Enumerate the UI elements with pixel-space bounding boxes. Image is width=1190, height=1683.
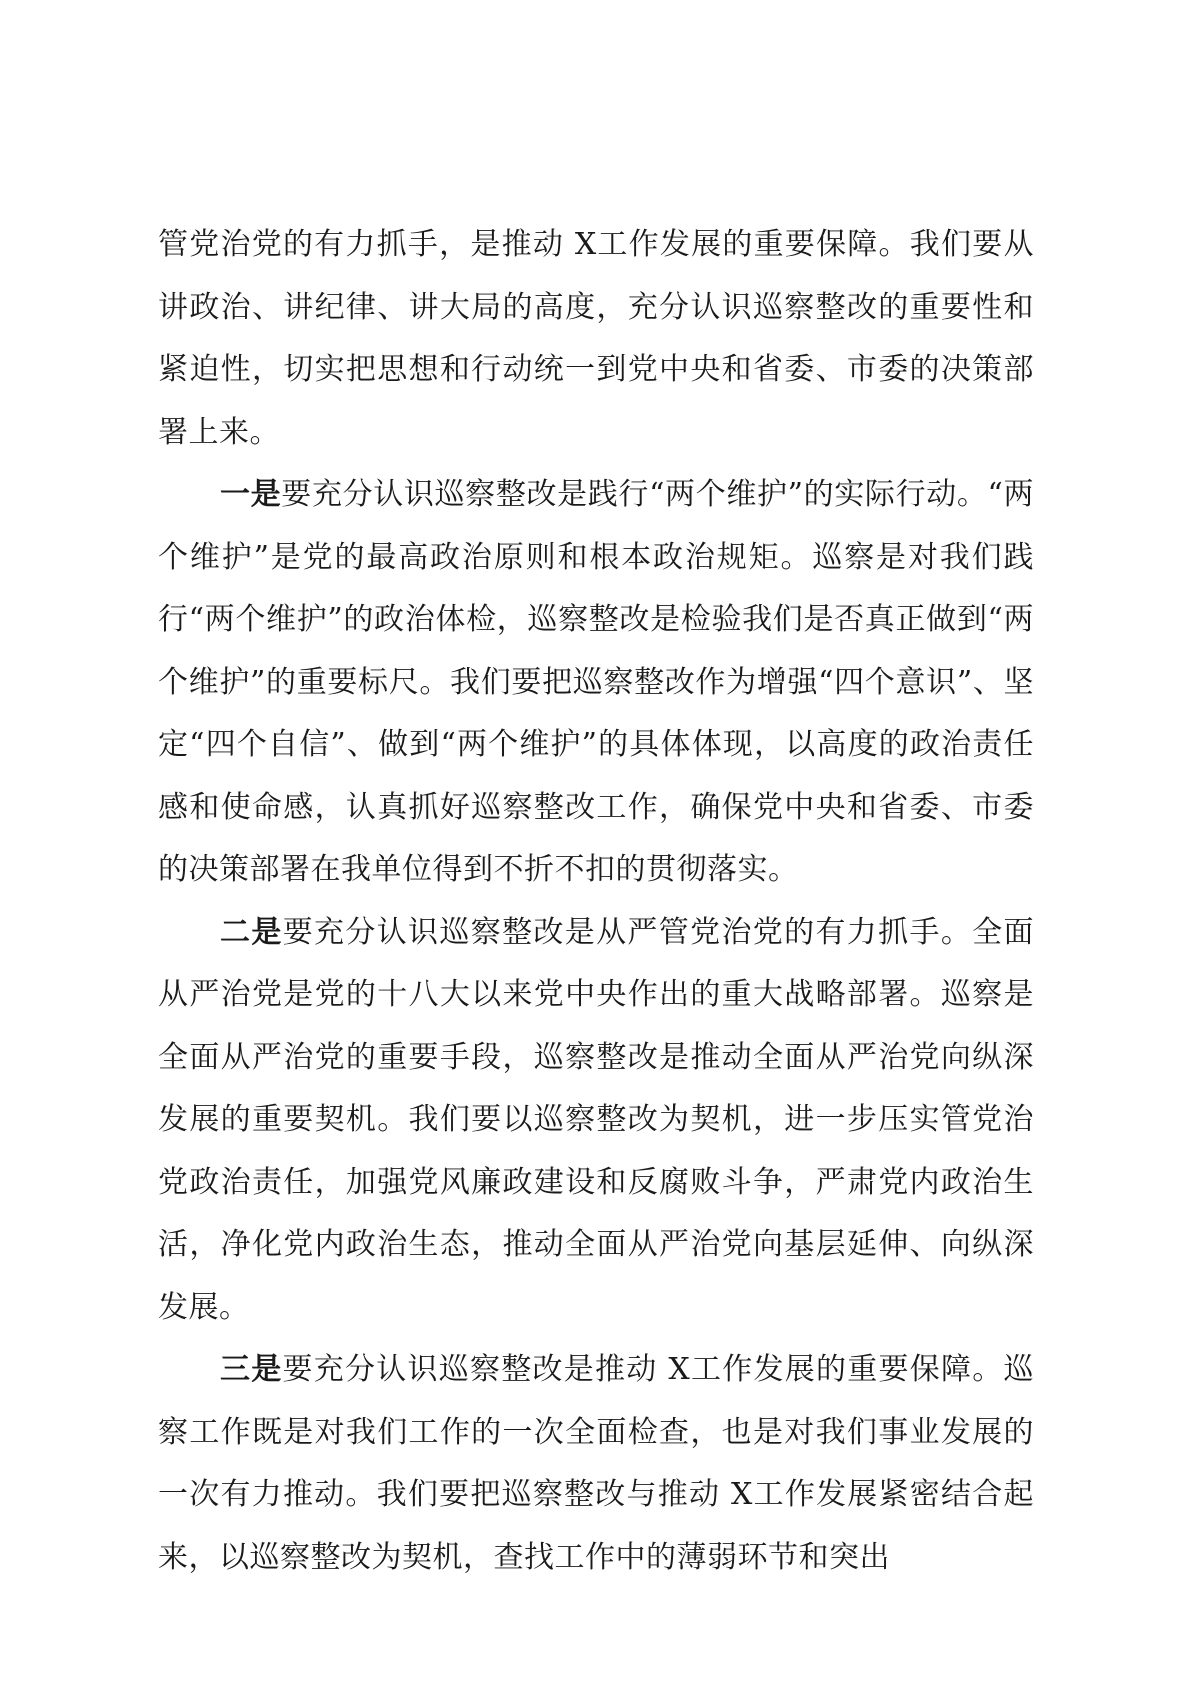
paragraph-text: 要充分认识巡察整改是践行“两个维护”的实际行动。“两个维护”是党的最高政治原则和根本政治规矩。巡察是对我们践行“两个维护”的政治体检，巡察整改是检验我们是否真正做到“两个维护”的重要标尺。我们要把巡察整改作为增强“四个意识”、坚定“四个自信”、做到“两个维护”的具体体现，以高度的政治责任感和使命感，认真抓好巡察整改工作，确保党中央和省委、市委的决策部署在我单位得到不折不扣的贯彻落实。: [158, 477, 1034, 887]
paragraph-lead: 一是: [220, 477, 282, 512]
paragraph-continuation: [158, 214, 1034, 464]
body-text: [158, 214, 1034, 1589]
paragraph-point-one: [158, 464, 1034, 902]
paragraph-point-three: [158, 1339, 1034, 1589]
paragraph-text: 要充分认识巡察整改是推动 X工作发展的重要保障。巡察工作既是对我们工作的一次全面检查，也是对我们事业发展的一次有力推动。我们要把巡察整改与推动 X工作发展紧密结合起来，以巡察整改为契机，查找工作中的薄弱环节和突出: [158, 1352, 1034, 1575]
paragraph-lead: 三是: [220, 1352, 283, 1387]
paragraph-lead: 二是: [220, 914, 283, 950]
paragraph-point-two: [158, 902, 1034, 1340]
paragraph-text: 要充分认识巡察整改是从严管党治党的有力抓手。全面从严治党是党的十八大以来党中央作出的重大战略部署。巡察是全面从严治党的重要手段，巡察整改是推动全面从严治党向纵深发展的重要契机。我们要以巡察整改为契机，进一步压实管党治党政治责任，加强党风廉政建设和反腐败斗争，严肃党内政治生活，净化党内政治生态，推动全面从严治党向基层延伸、向纵深发展。: [158, 914, 1035, 1325]
paragraph-text: 管党治党的有力抓手，是推动 X工作发展的重要保障。我们要从讲政治、讲纪律、讲大局的高度，充分认识巡察整改的重要性和紧迫性，切实把思想和行动统一到党中央和省委、市委的决策部署上来。: [158, 227, 1034, 450]
